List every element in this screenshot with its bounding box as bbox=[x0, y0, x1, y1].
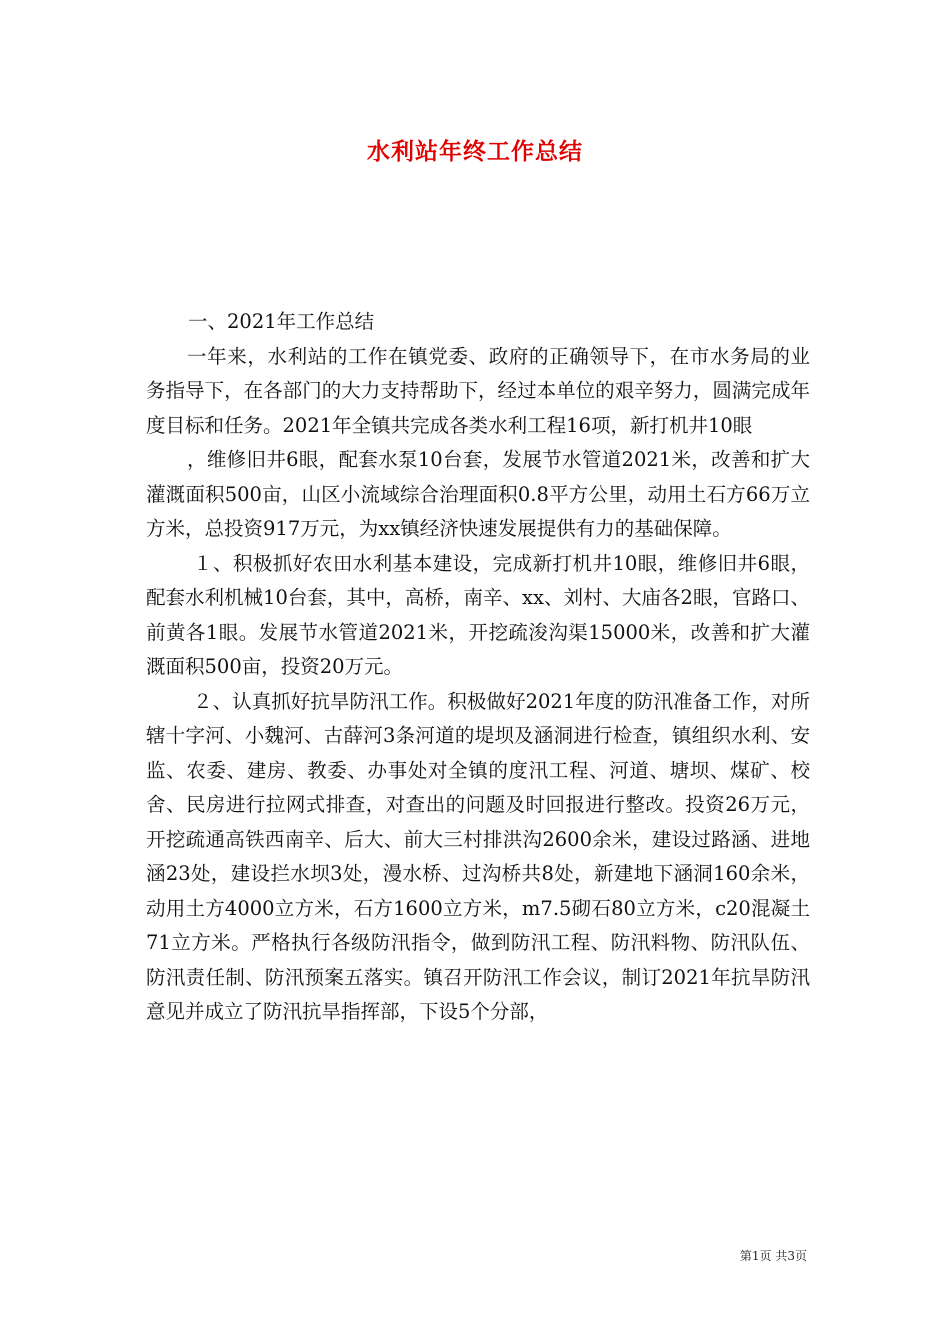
paragraph-intro: 一年来，水利站的工作在镇党委、政府的正确领导下，在市水务局的业务指导下，在各部门的大力支持帮助下，经过本单位的艰辛努力，圆满完成年度目标和任务。2021年全镇共完成各类水利工程16项，新打机井10眼 bbox=[146, 344, 810, 437]
document-title: 水利站年终工作总结 bbox=[367, 139, 583, 165]
section-heading: 一、2021年工作总结 bbox=[188, 310, 375, 333]
paragraph-item-2: ２、认真抓好抗旱防汛工作。积极做好2021年度的防汛准备工作，对所辖十字河、小魏河、古薛河3条河道的堤坝及涵洞进行检查，镇组织水利、安监、农委、建房、教委、办事处对全镇的度汛工程、河道、塘坝、煤矿、校舍、民房进行拉网式排查，对查出的问题及时回报进行整改。投资26万元，开挖疏通高铁西南辛、后大、前大三村排洪沟2600余米，建设过路涵、进地涵23处，建设拦水坝3处，漫水桥、过沟桥共8处，新建地下涵洞160余米，动用土方4000立方米，石方1600立方米，m7.5砌石80立方米，c20混凝土71立方米。严格执行各级防汛指令，做到防汛工程、防汛料物、防汛队伍、防汛责任制、防汛预案五落实。镇召开防汛工作会议，制订2021年抗旱防汛意见并成立了防汛抗旱指挥部，下设5个分部， bbox=[146, 689, 810, 1023]
page-number-footer: 第1页 共3页 bbox=[739, 1249, 807, 1263]
paragraph-continuation: ，维修旧井6眼，配套水泵10台套，发展节水管道2021米，改善和扩大灌溉面积500亩，山区小流域综合治理面积0.8平方公里，动用土石方66万立方米，总投资917万元，为xx镇经济快速发展提供有力的基础保障。 bbox=[146, 448, 810, 540]
document-body bbox=[146, 305, 810, 1030]
paragraph-item-1: １、积极抓好农田水利基本建设，完成新打机井10眼，维修旧井6眼，配套水利机械10台套，其中，高桥，南辛、xx、刘村、大庙各2眼，官路口、前黄各1眼。发展节水管道2021米，开挖疏浚沟渠15000米，改善和扩大灌溉面积500亩，投资20万元。 bbox=[146, 551, 810, 678]
